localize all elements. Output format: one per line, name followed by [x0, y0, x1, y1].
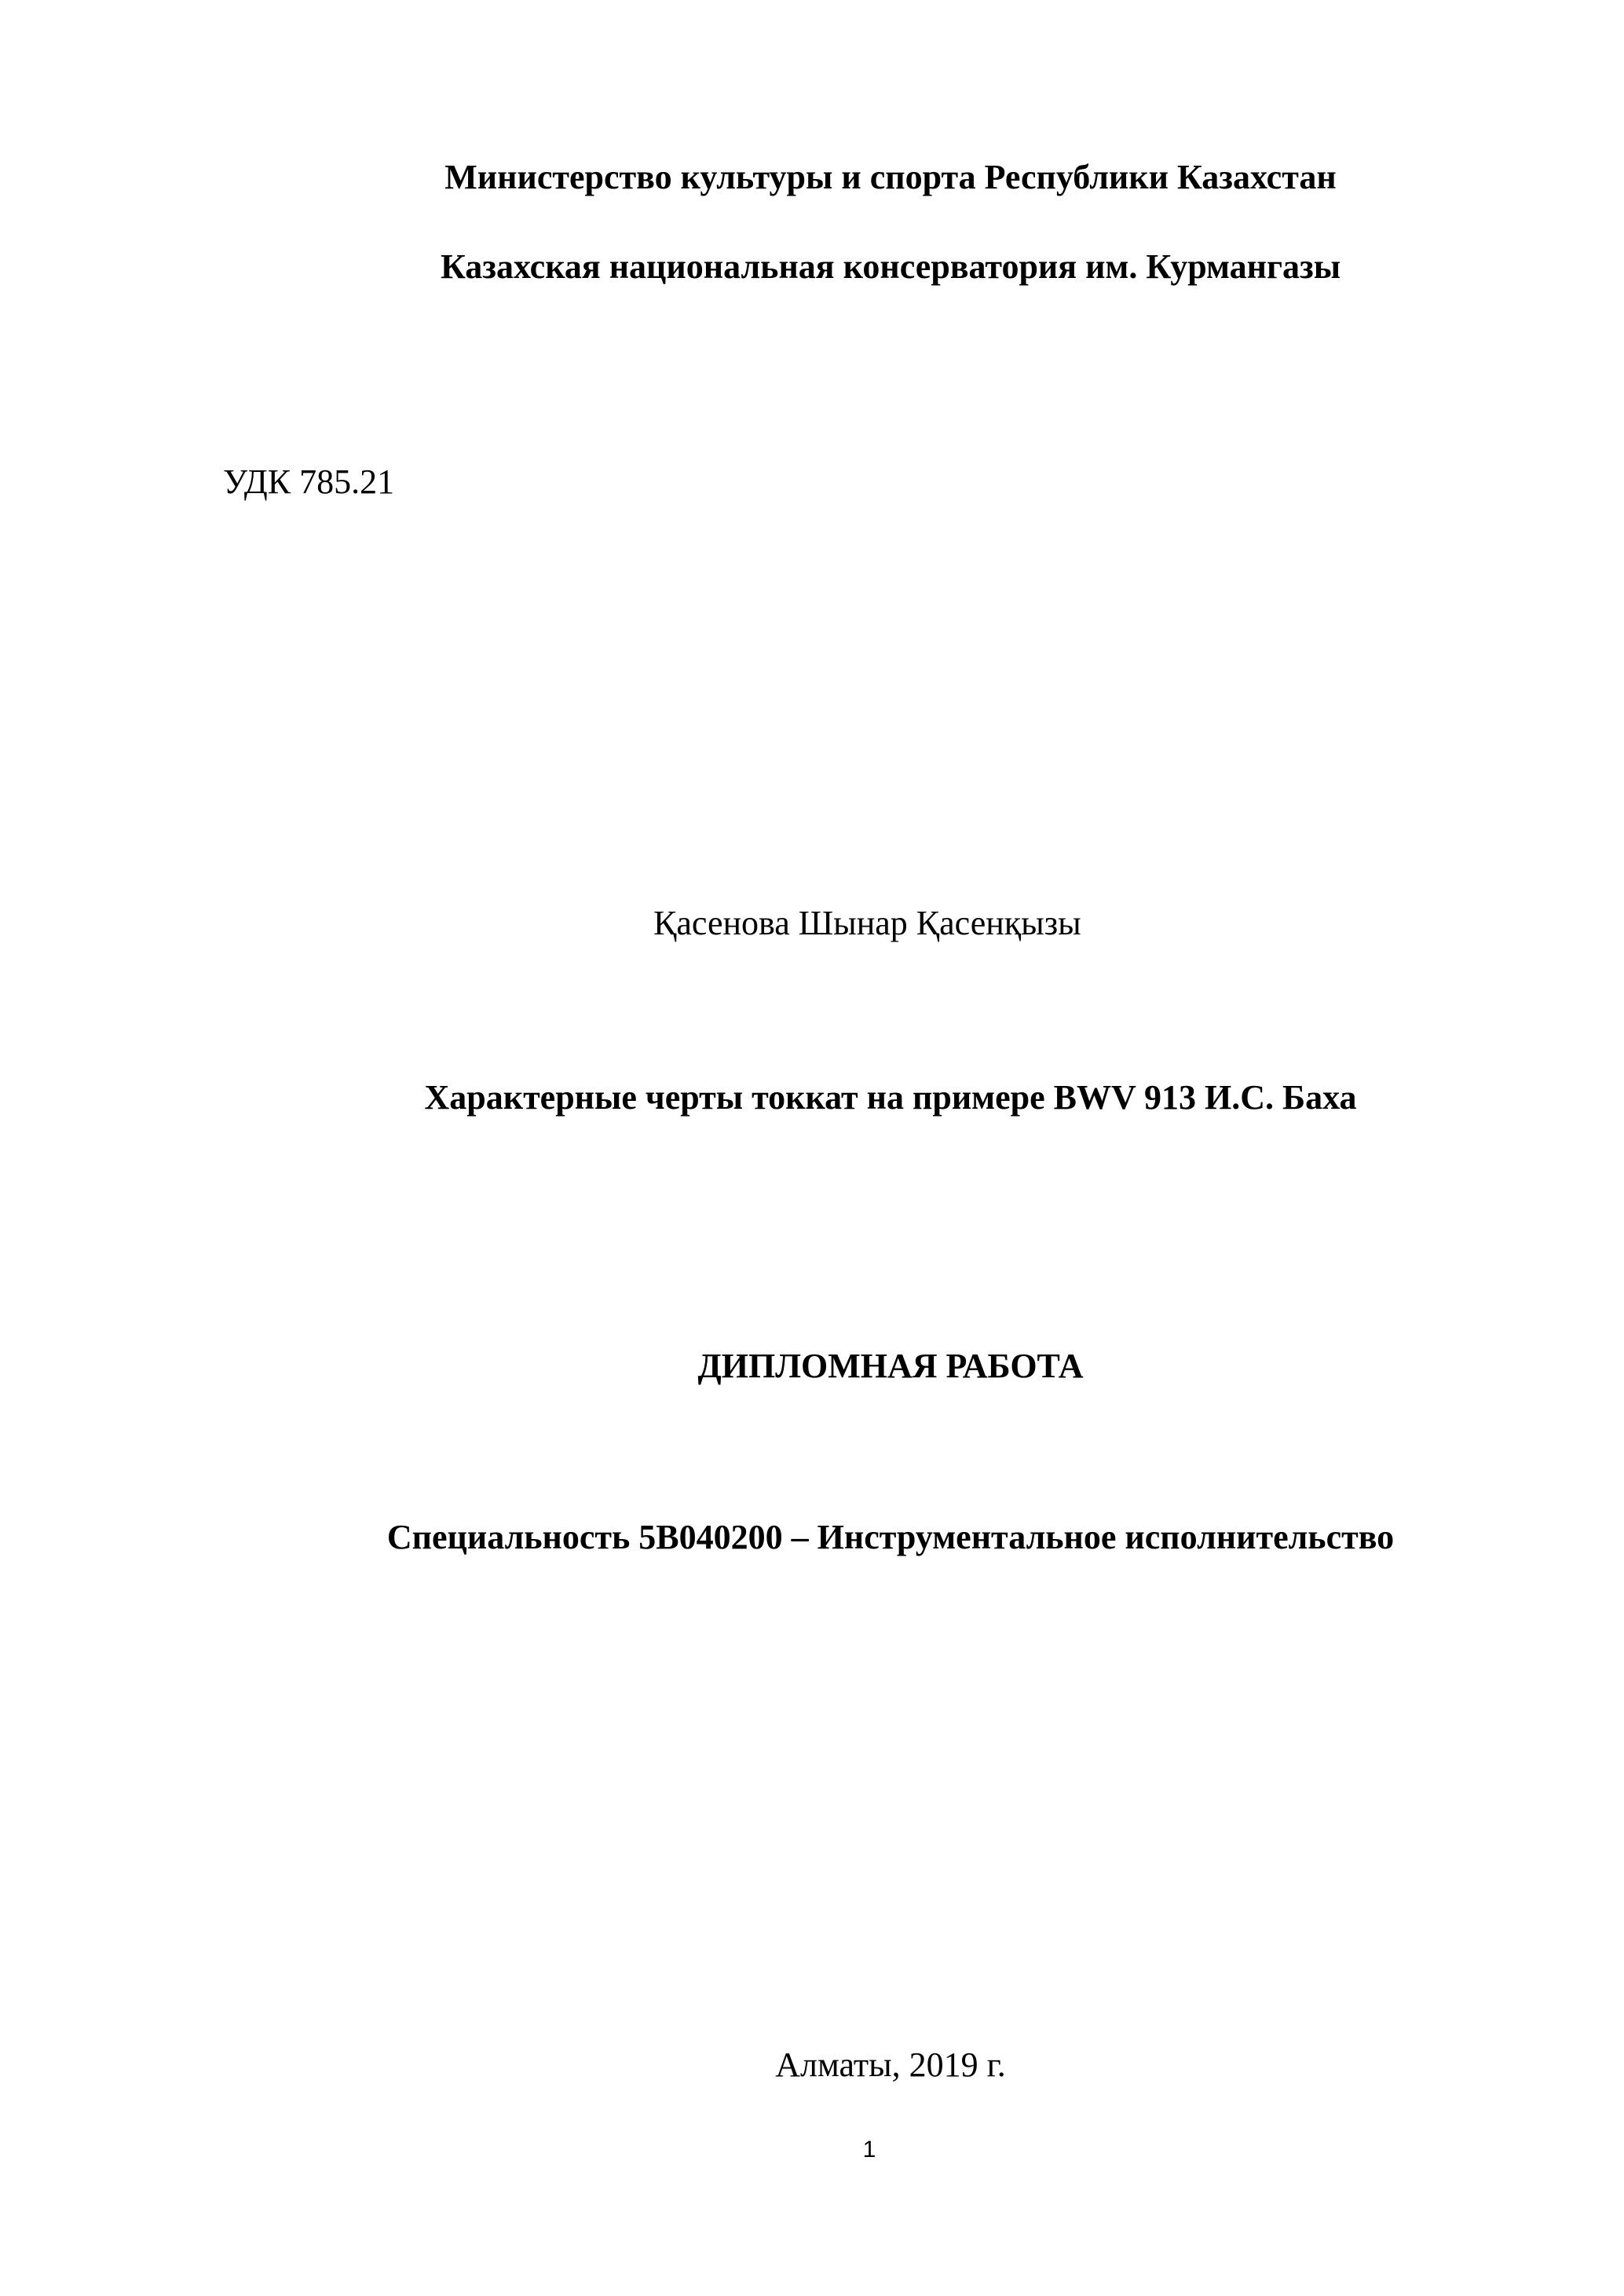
ministry-heading: Министерство культуры и спорта Республики Казахстан — [444, 158, 1337, 196]
thesis-title: Характерные черты токкат на примере BWV 913 И.С. Баха — [424, 1078, 1357, 1117]
work-type: ДИПЛОМНАЯ РАБОТА — [697, 1347, 1084, 1385]
conservatory-heading: Казахская национальная консерватория им. Курмангазы — [440, 247, 1341, 286]
udk-code: УДК 785.21 — [223, 462, 395, 501]
page-number: 1 — [862, 2137, 876, 2163]
specialty: Специальность 5В040200 – Инструментальное исполнительство — [386, 1518, 1395, 1556]
author-name: Қасенова Шынар Қасенқызы — [653, 904, 1081, 942]
city-year: Алматы, 2019 г. — [775, 2046, 1006, 2084]
